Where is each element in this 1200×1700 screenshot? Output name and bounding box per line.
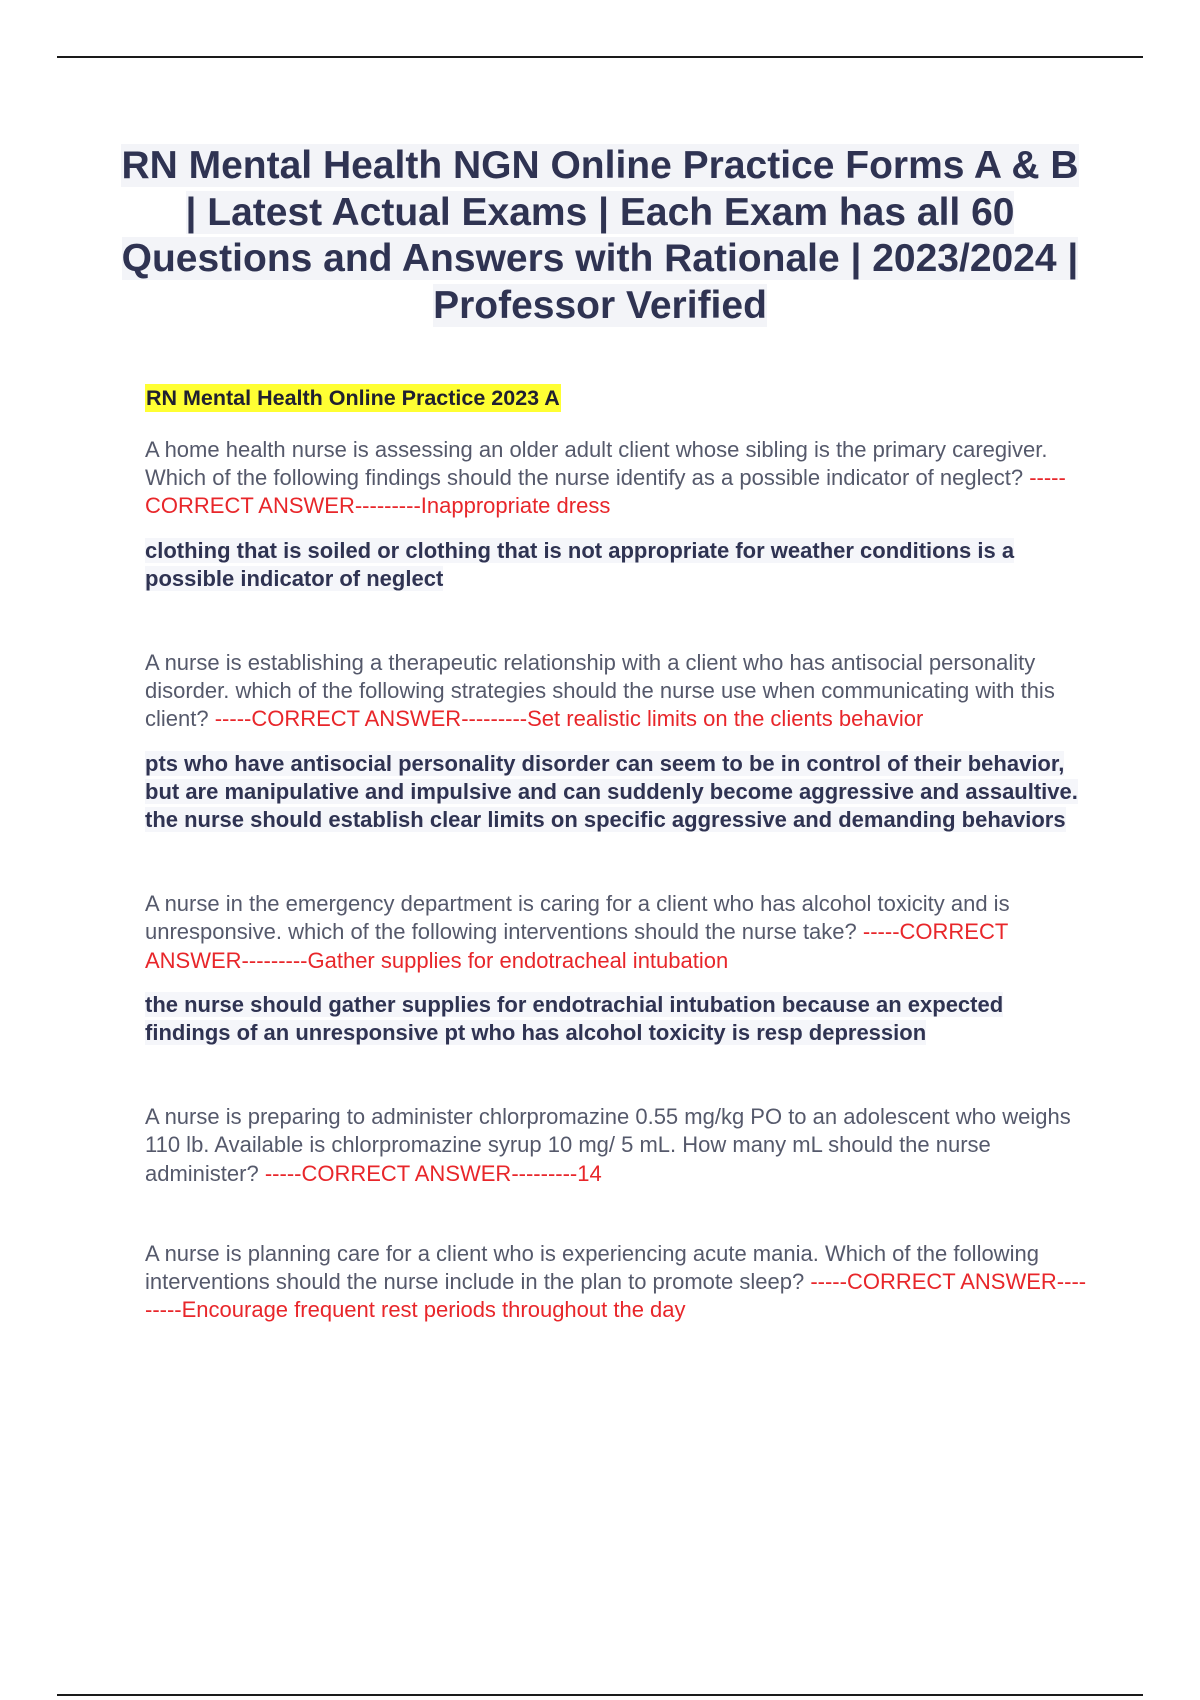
correct-answer: -----CORRECT ANSWER---------14: [264, 1160, 602, 1186]
section-heading: RN Mental Health Online Practice 2023 A: [146, 386, 560, 410]
rationale-text: clothing that is soiled or clothing that is not appropriate for weather conditions is a possible indicator of neglect: [145, 537, 1015, 591]
correct-answer: -----CORRECT ANSWER---------Gather supplies for endotracheal intubation: [145, 919, 1008, 973]
bottom-divider: [57, 1694, 1143, 1696]
top-divider: [57, 56, 1143, 58]
document-title: RN Mental Health NGN Online Practice Forms A & B | Latest Actual Exams | Each Exam has all 60 Questions and Answers with Rationale | 2023/2024 | Professor Verified: [121, 144, 1079, 327]
question-text: A home health nurse is assessing an older adult client whose sibling is the primary caregiver. Which of the following findings should the nurse identify as a possible indicator of neglect? -----CORRECT ANSWER---------Inappropriate dress: [145, 437, 1066, 519]
question-text: A nurse in the emergency department is caring for a client who has alcohol toxicity and is unresponsive. which of the following interventions should the nurse take? -----CORRECT ANSWER---------Gather supplies for endotracheal intubation: [145, 891, 1010, 973]
qa-item-3: [145, 890, 1090, 1047]
rationale-text: the nurse should gather supplies for endotrachial intubation because an expected findings of an unresponsive pt who has alcohol toxicity is resp depression: [145, 991, 1004, 1046]
qa-item-1: [145, 436, 1090, 593]
qa-item-4: [145, 1103, 1090, 1188]
question-text: A nurse is preparing to administer chlorpromazine 0.55 mg/kg PO to an adolescent who weighs 110 lb. Available is chlorpromazine syrup 10 mg/ 5 mL. How many mL should the nurse administer? -----CORRECT ANSWER---------14: [145, 1104, 1071, 1186]
correct-answer: -----CORRECT ANSWER---------Inappropriate dress: [145, 465, 1066, 519]
question-text: A nurse is establishing a therapeutic relationship with a client who has antisocial personality disorder. which of the following strategies should the nurse use when communicating with this client? -----CORRECT ANSWER---------Set realistic limits on the clients behavior: [145, 650, 1055, 732]
correct-answer: -----CORRECT ANSWER---------Set realistic limits on the clients behavior: [214, 706, 924, 732]
question-text: A nurse is planning care for a client who is experiencing acute mania. Which of the following interventions should the nurse include in the plan to promote sleep? -----CORRECT ANSWER---------Encourage frequent rest periods throughout the day: [145, 1240, 1087, 1323]
rationale-text: pts who have antisocial personality disorder can seem to be in control of their behavior, but are manipulative and impulsive and can suddenly become aggressive and assaultive. the nurse should establish clear limits on specific aggressive and demanding behaviors: [145, 750, 1078, 833]
document-body: [145, 384, 1090, 1324]
qa-item-2: [145, 649, 1090, 834]
correct-answer: -----CORRECT ANSWER---------Encourage frequent rest periods throughout the day: [145, 1269, 1087, 1323]
qa-item-5: [145, 1240, 1090, 1325]
